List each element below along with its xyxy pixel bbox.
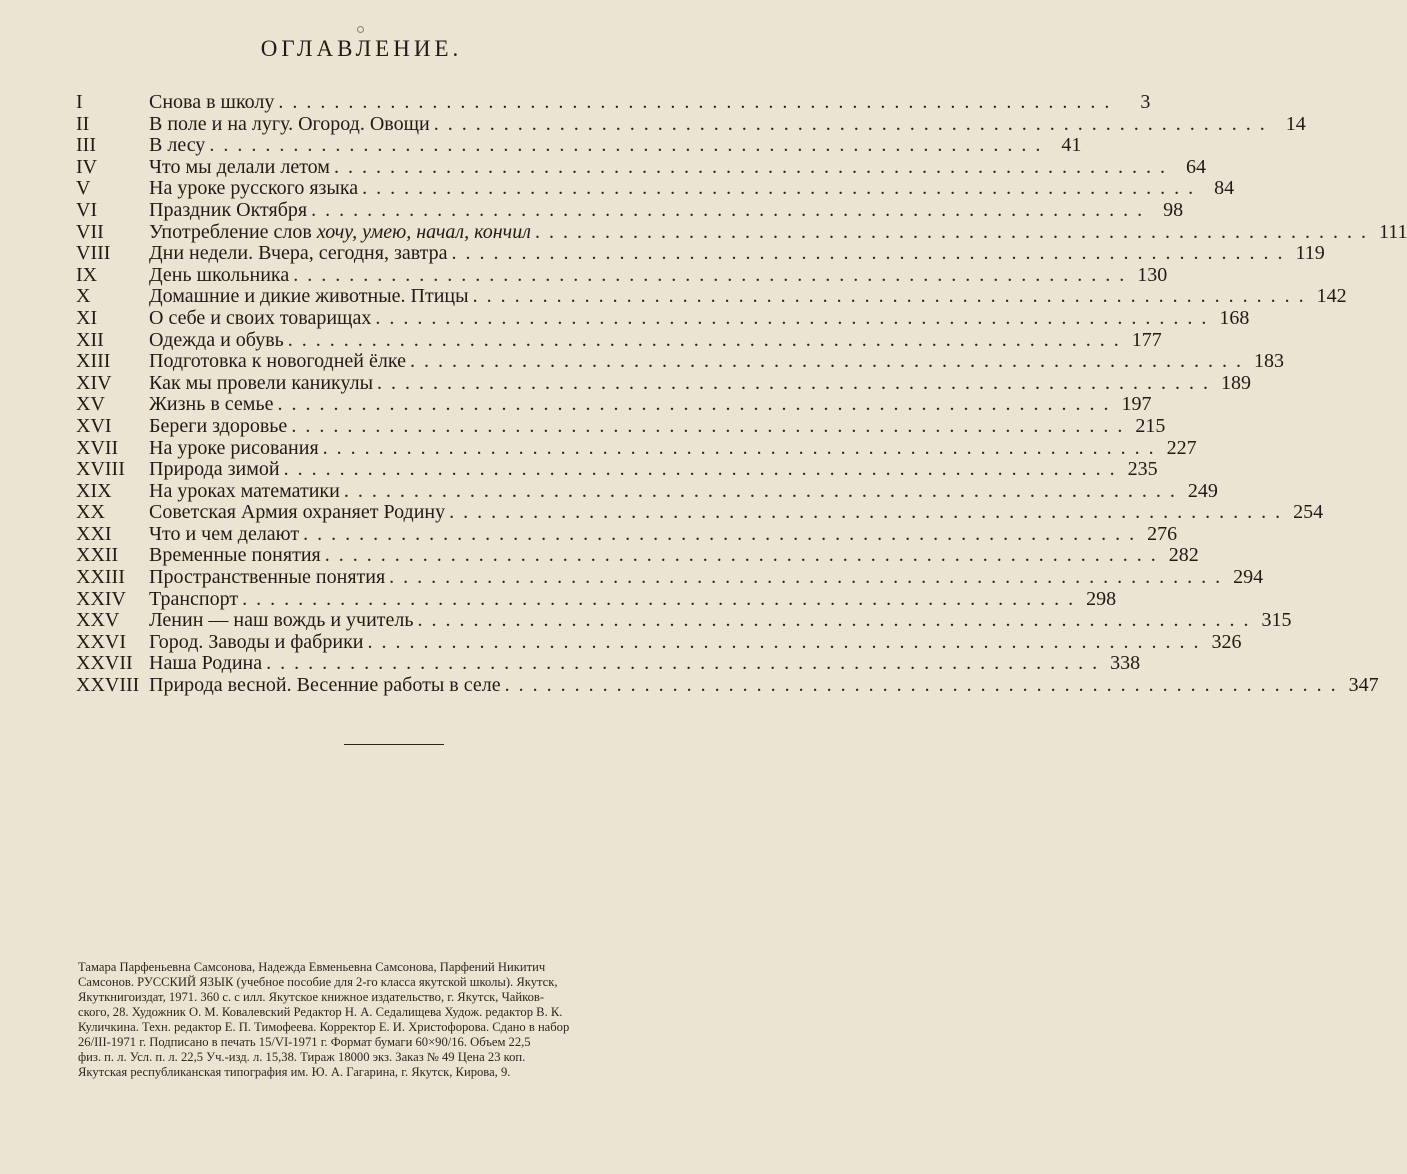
toc-row — [76, 544, 1199, 567]
chapter-title: Советская Армия охраняет Родину — [149, 501, 446, 524]
chapter-number: XVIII — [76, 458, 125, 481]
page-number: 183 — [1253, 350, 1284, 373]
chapter-title: Город. Заводы и фабрики — [149, 630, 364, 653]
page-number: 168 — [1219, 306, 1250, 329]
chapter-number: XXVI — [76, 630, 126, 653]
chapter-title: На уроке рисования — [149, 436, 319, 459]
imprint-line: Якутская республиканская типография им. Ю. А. Гагарина, г. Якутск, Кирова, 9. — [78, 1065, 511, 1079]
dot-leader: ............................................................ — [472, 285, 1313, 308]
dot-leader: ............................................................ — [303, 522, 1144, 545]
dot-leader: ............................................................ — [209, 134, 1050, 157]
dot-leader: ............................................................ — [291, 414, 1132, 437]
page-number: 282 — [1168, 544, 1199, 567]
dot-leader: ............................................................ — [343, 479, 1184, 502]
chapter-number: XXII — [76, 544, 119, 567]
chapter-number: XXIII — [76, 566, 125, 589]
chapter-number: XXV — [76, 609, 120, 632]
page-number: 189 — [1221, 371, 1252, 394]
chapter-number: XII — [76, 328, 104, 351]
page-number: 254 — [1293, 501, 1324, 524]
page-number: 197 — [1121, 393, 1152, 416]
page-number: 111 — [1378, 220, 1407, 243]
page-number: 3 — [1140, 91, 1151, 113]
toc-row — [76, 630, 1242, 654]
imprint-line: физ. п. л. Усл. п. л. 22,5 Уч.-изд. л. 15,38. Тираж 18000 экз. Заказ № 49 Цена 23 коп. — [78, 1050, 526, 1064]
toc-row — [76, 587, 1117, 611]
page-number: 276 — [1147, 522, 1178, 545]
imprint-line: Тамара Парфеньевна Самсонова, Надежда Евменьевна Самсонова, Парфений Никитич — [78, 960, 546, 974]
page-number: 298 — [1086, 587, 1117, 610]
toc-row — [76, 134, 1082, 157]
toc-row — [76, 242, 1325, 265]
dot-leader: ............................................................ — [377, 371, 1218, 394]
page-number: 227 — [1166, 436, 1197, 459]
dot-leader: ............................................................ — [362, 177, 1203, 200]
chapter-number: III — [76, 134, 96, 157]
toc-row — [76, 609, 1292, 632]
dot-leader: ............................................................ — [367, 630, 1208, 653]
page-number: 326 — [1211, 630, 1242, 653]
ink-mark — [357, 26, 364, 33]
dot-leader: ............................................................ — [311, 198, 1152, 221]
chapter-title: В лесу — [149, 134, 206, 157]
chapter-number: XVI — [76, 414, 112, 437]
imprint-line: Якуткнигоиздат, 1971. 360 с. с илл. Якутское книжное издательство, г. Якутск, Чайков- — [78, 990, 545, 1004]
dot-leader: ............................................................ — [278, 91, 1119, 113]
page-number: 235 — [1127, 458, 1158, 481]
page-number: 215 — [1135, 414, 1166, 437]
toc-row — [76, 436, 1197, 460]
toc-row — [76, 566, 1264, 589]
imprint-block — [78, 960, 710, 1080]
chapter-number: XI — [76, 306, 98, 329]
page-number: 249 — [1187, 479, 1218, 502]
dot-leader: ............................................................ — [242, 587, 1083, 610]
chapter-title: Пространственные понятия — [149, 566, 386, 589]
chapter-title-italic: хочу, умею, начал, кончил — [316, 220, 531, 243]
page-number: 142 — [1316, 285, 1347, 308]
chapter-title: Что и чем делают — [149, 522, 300, 545]
dot-leader: ............................................................ — [375, 306, 1216, 329]
page-number: 41 — [1061, 134, 1082, 157]
toc-row — [76, 285, 1347, 308]
chapter-number: XX — [76, 501, 105, 524]
toc-row — [76, 522, 1178, 546]
chapter-title: Транспорт — [149, 587, 239, 610]
chapter-number: IX — [76, 263, 98, 286]
dot-leader: ............................................................ — [534, 220, 1375, 243]
toc-row — [76, 177, 1235, 200]
chapter-title: Природа весной. Весенние работы в селе — [149, 674, 501, 697]
dot-leader: ............................................................ — [266, 652, 1107, 675]
chapter-title: На уроках математики — [149, 479, 340, 502]
page-number: 130 — [1137, 263, 1168, 286]
chapter-title: Употребление слов хочу, умею, начал, кончил — [149, 220, 531, 243]
dot-leader: ............................................................ — [504, 674, 1345, 697]
chapter-number: I — [76, 91, 83, 113]
chapter-number: VIII — [76, 242, 111, 265]
chapter-title: Наша Родина — [149, 652, 263, 675]
toc-row — [76, 198, 1184, 222]
toc-row — [76, 306, 1250, 330]
chapter-number: XXI — [76, 522, 112, 545]
toc-row — [76, 350, 1284, 373]
dot-leader: ............................................................ — [333, 155, 1174, 178]
page-number: 84 — [1214, 177, 1235, 200]
imprint-line: Самсонов. РУССКИЙ ЯЗЫК (учебное пособие для 2-го класса якутской школы). Якутск, — [78, 975, 558, 989]
chapter-number: II — [76, 112, 90, 135]
chapter-title: Дни недели. Вчера, сегодня, завтра — [149, 242, 448, 265]
chapter-title: Природа зимой — [149, 458, 280, 481]
chapter-title: День школьника — [149, 263, 290, 286]
toc-row — [76, 155, 1206, 179]
chapter-title: Одежда и обувь — [149, 328, 284, 351]
toc-row — [76, 393, 1152, 416]
page-number: 294 — [1233, 566, 1264, 589]
toc-row — [76, 652, 1141, 675]
toc-row — [76, 220, 1407, 244]
toc-row — [76, 674, 1379, 697]
chapter-number: XIV — [76, 371, 112, 394]
page-title: ОГЛАВЛЕНИЕ. — [260, 36, 463, 61]
chapter-title: Праздник Октября — [149, 198, 308, 221]
chapter-number: VI — [76, 198, 98, 221]
page-number: 119 — [1295, 242, 1325, 265]
chapter-title: В поле и на лугу. Огород. Овощи — [149, 112, 430, 135]
toc-row — [76, 328, 1162, 352]
toc-row — [76, 501, 1324, 524]
chapter-number: XXIV — [76, 587, 126, 610]
toc-row — [76, 371, 1252, 395]
chapter-number: XXVIII — [76, 674, 140, 697]
dot-leader: ............................................................ — [451, 242, 1292, 265]
chapter-title: На уроке русского языка — [149, 177, 359, 200]
dot-leader: ............................................................ — [293, 263, 1134, 286]
imprint-line: 26/III-1971 г. Подписано в печать 15/VI-1971 г. Формат бумаги 60×90/16. Объем 22,5 — [78, 1035, 531, 1049]
imprint-line: ского, 28. Художник О. М. Ковалевский Редактор Н. А. Седалищева Худож. редактор В. К. — [78, 1005, 563, 1019]
chapter-title: О себе и своих товарищах — [149, 306, 372, 329]
chapter-number: XIX — [76, 479, 112, 502]
toc-row — [76, 91, 1151, 114]
table-of-contents — [76, 91, 1407, 697]
chapter-number: XVII — [76, 436, 119, 459]
page-number: 338 — [1110, 652, 1141, 675]
page-number: 98 — [1163, 198, 1184, 221]
dot-leader: ............................................................ — [322, 436, 1163, 459]
chapter-title: Береги здоровье — [149, 414, 288, 437]
chapter-title: Как мы провели каникулы — [149, 371, 374, 394]
chapter-number: XXVII — [76, 652, 133, 675]
chapter-title: Жизнь в семье — [149, 393, 274, 416]
chapter-number: IV — [76, 155, 98, 178]
page-number: 64 — [1185, 155, 1206, 178]
chapter-title: Домашние и дикие животные. Птицы — [149, 285, 469, 308]
chapter-title: Снова в школу — [149, 91, 275, 113]
page-number: 315 — [1261, 609, 1292, 632]
chapter-number: V — [76, 177, 91, 200]
toc-row — [76, 112, 1306, 136]
dot-leader: ............................................................ — [324, 544, 1165, 567]
chapter-number: VII — [76, 220, 104, 243]
page-number: 14 — [1285, 112, 1306, 135]
dot-leader: ............................................................ — [277, 393, 1118, 416]
dot-leader: ............................................................ — [409, 350, 1250, 373]
chapter-number: X — [76, 285, 91, 308]
dot-leader: ............................................................ — [449, 501, 1290, 524]
chapter-title: Подготовка к новогодней ёлке — [149, 350, 406, 373]
chapter-title: Что мы делали летом — [149, 155, 330, 178]
toc-row — [76, 479, 1218, 503]
page-number: 177 — [1131, 328, 1162, 351]
chapter-number: XIII — [76, 350, 111, 373]
dot-leader: ............................................................ — [389, 566, 1230, 589]
dot-leader: ............................................................ — [417, 609, 1258, 632]
divider — [344, 744, 444, 745]
imprint-line: Куличкина. Техн. редактор Е. П. Тимофеева. Корректор Е. И. Христофорова. Сдано в набор — [78, 1020, 570, 1034]
chapter-title: Ленин — наш вождь и учитель — [149, 609, 414, 632]
page-number: 347 — [1348, 674, 1379, 697]
toc-row — [76, 458, 1158, 481]
dot-leader: ............................................................ — [283, 458, 1124, 481]
toc-row — [76, 414, 1166, 438]
chapter-title: Временные понятия — [149, 544, 321, 567]
dot-leader: ............................................................ — [287, 328, 1128, 351]
toc-row — [76, 263, 1168, 287]
dot-leader: ............................................................ — [433, 112, 1274, 135]
chapter-number: XV — [76, 393, 105, 416]
